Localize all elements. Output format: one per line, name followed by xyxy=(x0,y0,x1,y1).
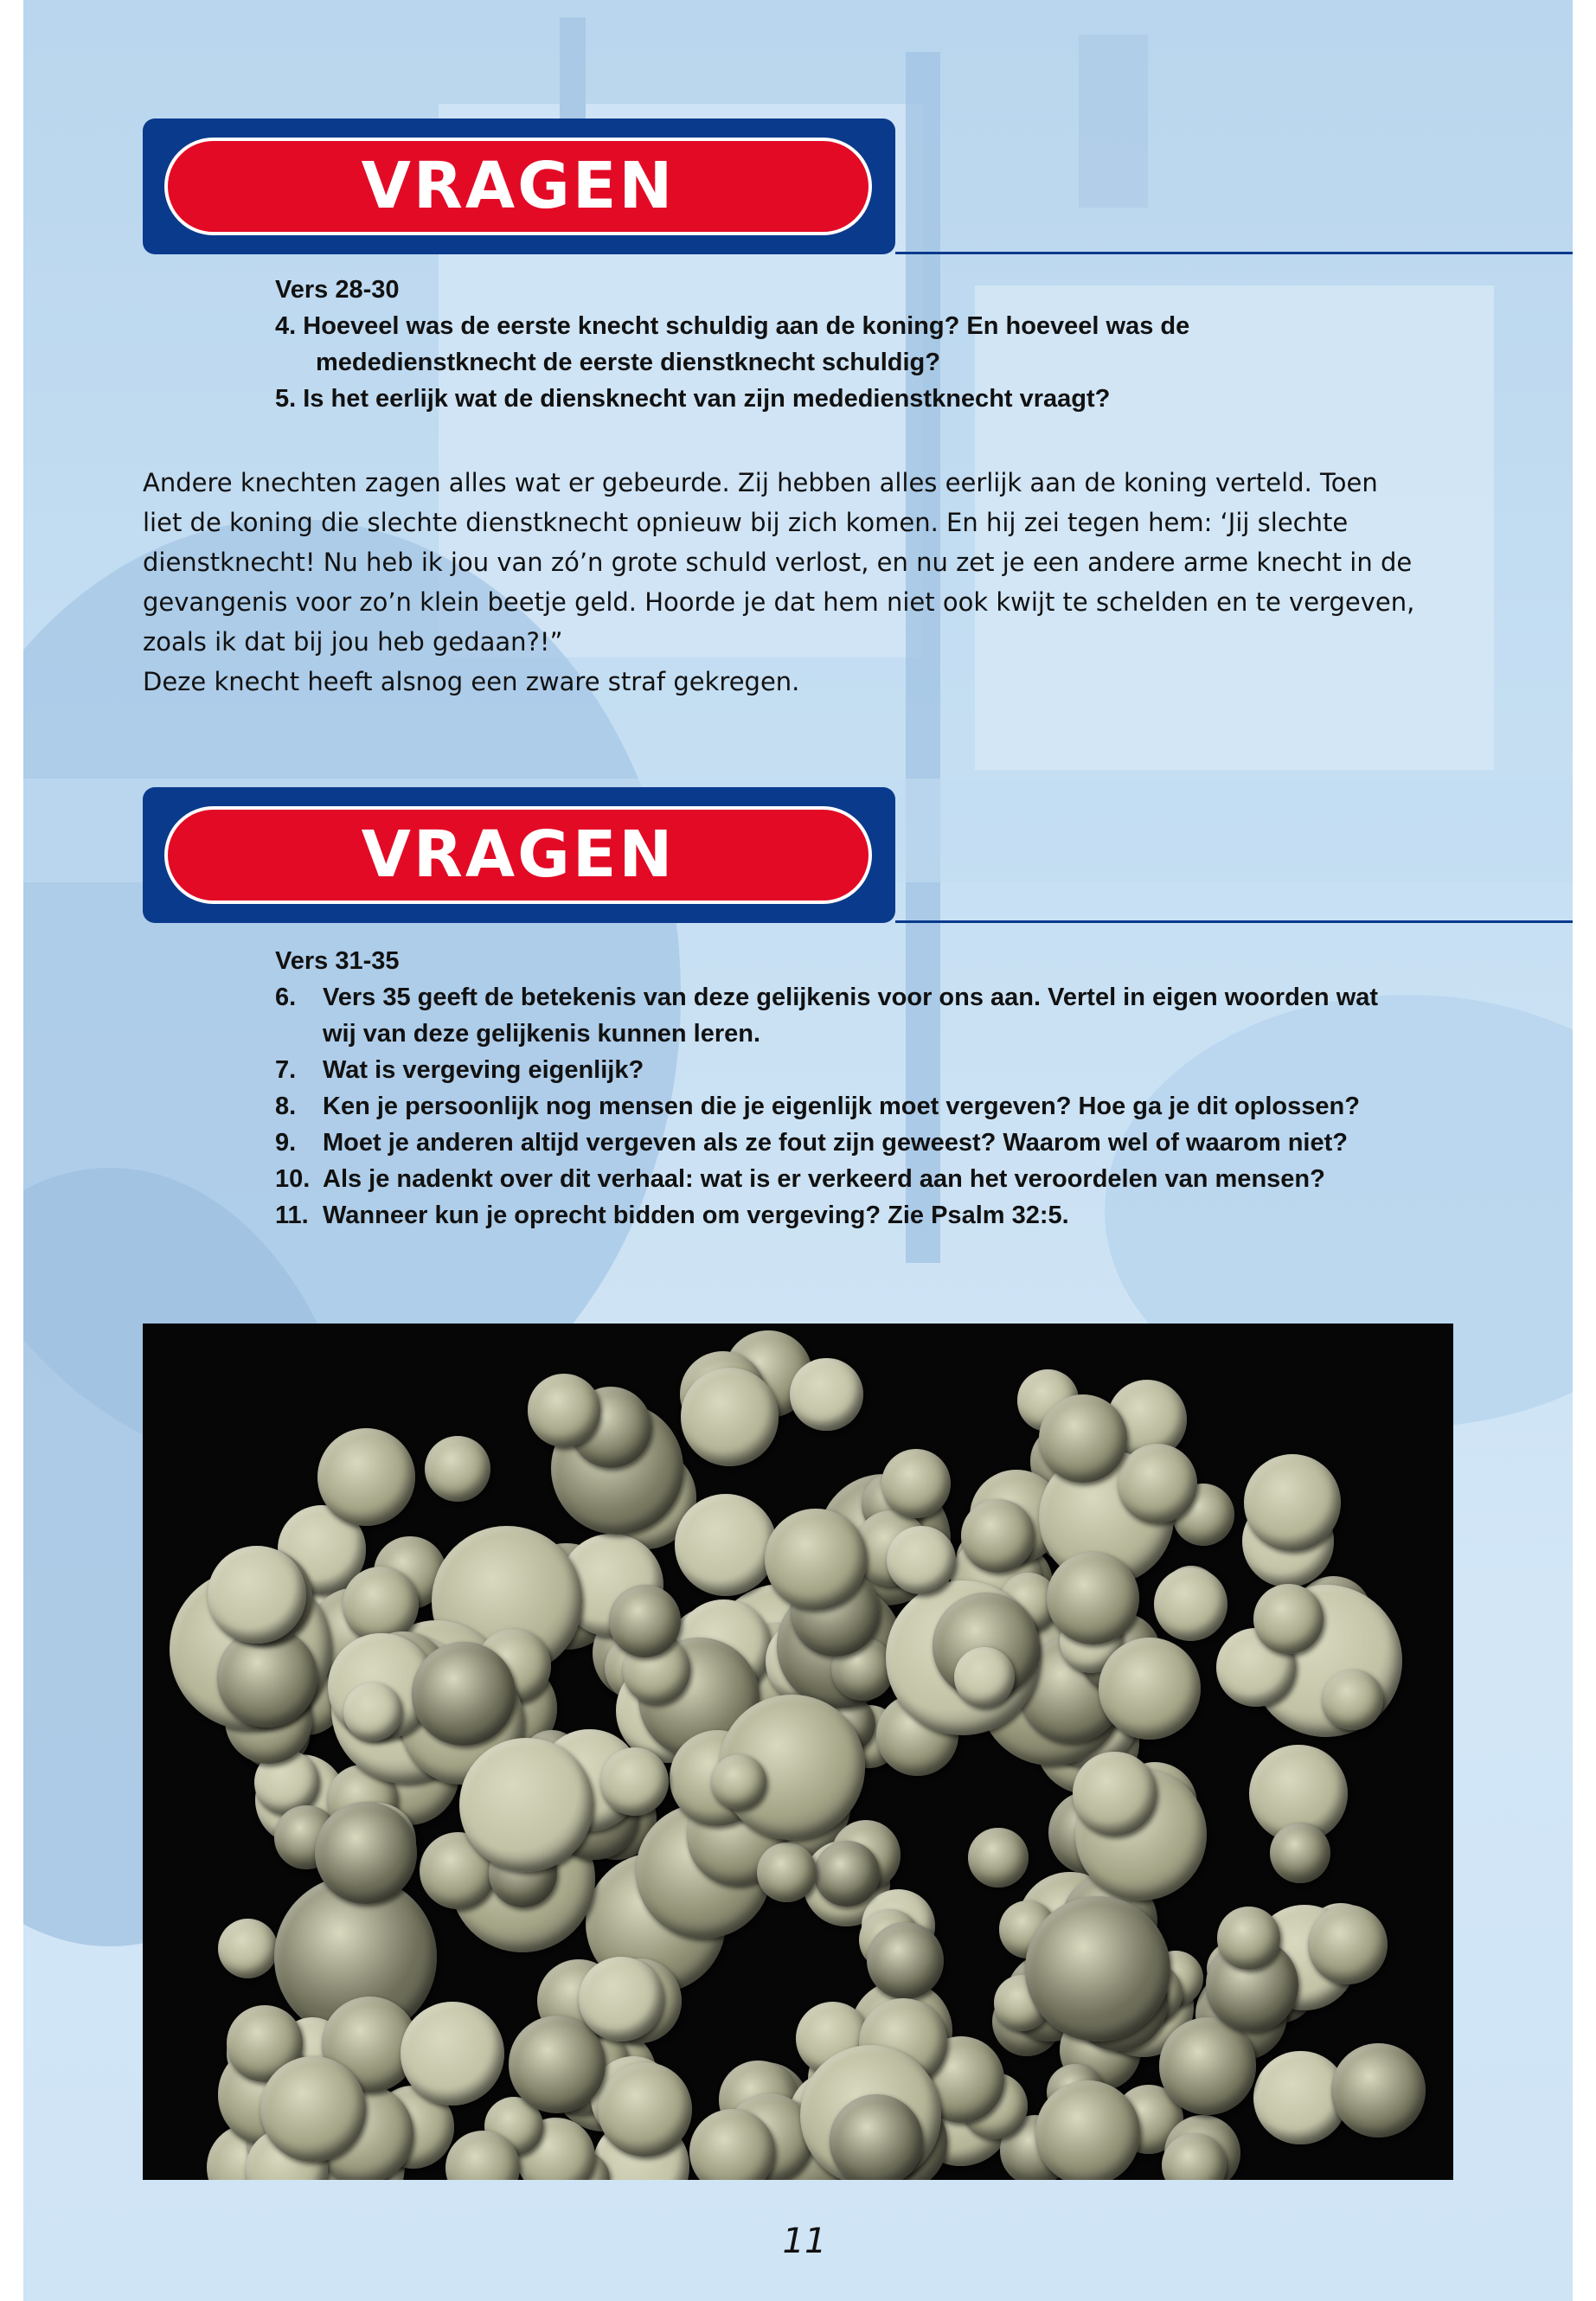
coin xyxy=(579,1957,663,2041)
coin xyxy=(1308,1905,1388,1985)
coin xyxy=(600,1747,669,1816)
heading-rule xyxy=(895,920,1573,923)
question-number: 4. xyxy=(275,312,297,340)
coin xyxy=(528,1374,600,1446)
heading-rule xyxy=(895,252,1573,254)
coin xyxy=(1159,2017,1256,2114)
question-item xyxy=(275,1052,1503,1088)
question-text: Wat is vergeving eigenlijk? xyxy=(323,1056,644,1084)
coin xyxy=(1322,1670,1382,1730)
question-text: Moet je anderen altijd vergeven als ze fout zijn geweest? Waarom wel of waarom niet? xyxy=(323,1129,1348,1157)
coin xyxy=(1154,1567,1227,1641)
coin xyxy=(1039,1394,1127,1483)
story-paragraph xyxy=(143,463,1492,702)
coin xyxy=(867,1922,945,2000)
coin xyxy=(208,1546,306,1644)
coin xyxy=(509,2016,606,2113)
coin xyxy=(218,1919,278,1978)
story-line: liet de koning die slechte dienstknecht opnieuw bij zich komen. En hij zei tegen hem: ‘Jij slechte xyxy=(143,508,1349,537)
question-text: Is het eerlijk wat de diensknecht van zijn mededienstknecht vraagt? xyxy=(303,385,1111,413)
question-number: 8. xyxy=(275,1093,297,1120)
story-line: gevangenis voor zo’n klein beetje geld. Hoorde je dat hem niet ook kwijt te schelden en te vergeven, xyxy=(143,587,1415,617)
coin xyxy=(675,1494,777,1596)
coin xyxy=(830,2094,923,2180)
coin xyxy=(1025,1896,1171,2042)
coin xyxy=(711,1754,766,1810)
coin xyxy=(260,2056,366,2162)
question-item xyxy=(275,1161,1503,1197)
question-item xyxy=(275,381,1486,417)
coin xyxy=(315,1802,417,1904)
section-heading-banner xyxy=(143,787,895,923)
coin xyxy=(343,1682,402,1741)
coin xyxy=(401,2002,504,2106)
heading-pill xyxy=(164,138,872,235)
coin xyxy=(961,1499,1035,1573)
coin xyxy=(459,1738,593,1872)
coin xyxy=(1118,1444,1197,1523)
question-item xyxy=(275,1125,1503,1161)
question-number: 6. xyxy=(275,984,297,1011)
question-text: Hoeveel was de eerste knecht schuldig aan de koning? En hoeveel was de xyxy=(303,312,1190,340)
coin xyxy=(425,1436,490,1502)
question-number: 7. xyxy=(275,1056,297,1084)
coin xyxy=(1047,1552,1139,1644)
coin xyxy=(814,1841,880,1907)
coin xyxy=(317,1428,415,1526)
question-number: 5. xyxy=(275,385,297,413)
story-line: Deze knecht heeft alsnog een zware straf gekregen. xyxy=(143,667,800,696)
coin xyxy=(765,1509,867,1611)
verse-reference: Vers 31-35 xyxy=(275,947,400,975)
question-number: 11. xyxy=(275,1202,309,1229)
question-block xyxy=(275,272,1486,417)
question-text-continuation: wij van deze gelijkenis kunnen leren. xyxy=(323,1020,761,1048)
verse-reference: Vers 28-30 xyxy=(275,276,400,304)
coin xyxy=(968,1828,1029,1888)
coin xyxy=(887,1526,956,1595)
section-heading: VRAGEN xyxy=(361,817,676,892)
question-text: Als je nadenkt over dit verhaal: wat is er verkeerd aan het veroordelen van mensen? xyxy=(323,1165,1325,1193)
coin xyxy=(1035,2080,1140,2180)
coin xyxy=(598,2062,692,2157)
story-line: Andere knechten zagen alles wat er gebeurde. Zij hebben alles eerlijk aan de koning verteld. Toen xyxy=(143,468,1378,497)
coin xyxy=(790,1358,862,1431)
coin xyxy=(609,1585,682,1657)
question-block xyxy=(275,943,1503,1234)
question-number: 10. xyxy=(275,1165,311,1193)
coin xyxy=(1270,1823,1330,1883)
question-text-continuation: mededienstknecht de eerste dienstknecht schuldig? xyxy=(316,349,940,376)
question-item xyxy=(275,1197,1503,1234)
coin xyxy=(1099,1638,1201,1740)
heading-pill xyxy=(164,806,872,904)
coins-photo xyxy=(143,1324,1453,2180)
question-item xyxy=(275,308,1486,381)
coin xyxy=(681,1368,779,1466)
question-text: Ken je persoonlijk nog mensen die je eigenlijk moet vergeven? Hoe ga je dit oplossen? xyxy=(323,1093,1360,1120)
coin xyxy=(881,1449,951,1518)
question-text: Vers 35 geeft de betekenis van deze gelijkenis voor ons aan. Vertel in eigen woorden wat xyxy=(323,984,1379,1011)
question-item xyxy=(275,1088,1503,1125)
coin xyxy=(412,1642,516,1746)
section-heading-banner xyxy=(143,119,895,254)
question-item xyxy=(275,979,1503,1052)
coin xyxy=(757,1843,817,1902)
story-line: zoals ik dat bij jou heb gedaan?!” xyxy=(143,627,563,657)
coin xyxy=(1217,1907,1279,1969)
coin xyxy=(1331,2043,1426,2138)
coin xyxy=(1253,1584,1324,1654)
section-heading: VRAGEN xyxy=(361,149,676,223)
question-text: Wanneer kun je oprecht bidden om vergeving? Zie Psalm 32:5. xyxy=(323,1202,1069,1229)
page-number: 11 xyxy=(782,2221,827,2261)
coin xyxy=(954,1647,1016,1708)
coin xyxy=(1073,1752,1156,1835)
question-number: 9. xyxy=(275,1129,297,1157)
coin xyxy=(1244,1454,1341,1551)
story-line: dienstknecht! Nu heb ik jou van zó’n grote schuld verlost, en nu zet je een andere arme knecht in de xyxy=(143,548,1413,577)
